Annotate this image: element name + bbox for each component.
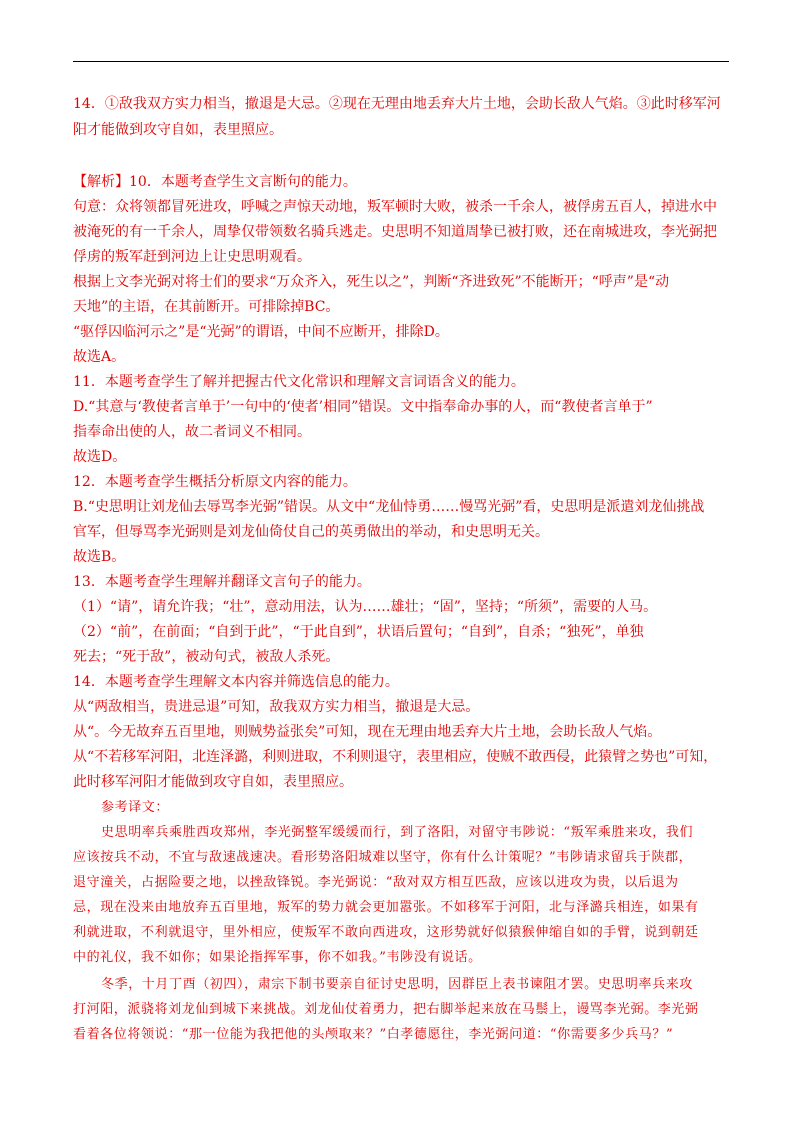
q13-part-1: （1）“请”，请允许我；“壮”，意动用法，认为……雄壮；“固”，坚持；“所须”，需要的人马。 — [73, 599, 658, 615]
q12-intro: 12．本题考查学生概括分析原文内容的能力。 — [73, 474, 357, 490]
q11-choice: 故选D。 — [73, 449, 127, 465]
q10-reason-line-1: 根据上文李光弼对将士们的要求“万众齐入，死生以之”，判断“齐进致死”不能断开；“呼声”是“动 — [73, 274, 670, 290]
q13-part-2-line-2: 死去；“死于敌”，被动句式，被敌人杀死。 — [73, 649, 340, 665]
translation-para2-line-2: 打河阳，派骁将刘龙仙到城下来挑战。刘龙仙仗着勇力，把右脚举起来放在马鬃上，谩骂李光弼。李光弼 — [73, 1002, 699, 1017]
q10-reason-2: “驱俘囚临河示之”是“光弼”的谓语，中间不应断开，排除D。 — [73, 324, 449, 340]
translation-para1-line-3: 退守潼关，占据险要之地，以挫敌锋锐。李光弼说：“敌对双方相互匹敌，应该以进攻为贵，以后退为 — [73, 875, 679, 890]
q10-choice: 故选A。 — [73, 349, 126, 365]
translation-para1-line-5: 利就进取，不利就退守，里外相应，使叛军不敢向西进攻，这形势就好似猿猴伸缩自如的手臂，说到朝廷 — [73, 925, 699, 940]
q11-body-line-2: 指奉命出使的人，故二者词义不相同。 — [73, 424, 311, 440]
q12-body-line-1: B.“史思明让刘龙仙去辱骂李光弼”错误。从文中“龙仙恃勇……慢骂光弼”看，史思明是派遣刘龙仙挑战 — [73, 499, 705, 515]
translation-para2-line-1: 冬季，十月丁酉（初四），肃宗下制书要亲自征讨史思明，因群臣上表书谏阻才罢。史思明率兵来攻 — [101, 977, 693, 992]
q11-body-line-1: D.“其意与‘教使者言单于’一句中的‘使者’相同”错误。文中指奉命办事的人，而“教使者言单于” — [73, 399, 653, 415]
answer-14-line-1: 14．①敌我双方实力相当，撤退是大忌。②现在无理由地丢弃大片土地，会助长敌人气焰。③此时移军河 — [73, 96, 721, 112]
q14-body-line-3: 从“不若移军河阳，北连泽潞，利则进取，不利则退守，表里相应，使贼不敢西侵，此猿臂之势也”可知， — [73, 749, 718, 765]
q14-body-line-2: 从“。今无故弃五百里地，则贼势益张矣”可知，现在无理由地丢弃大片土地，会助长敌人气焰。 — [73, 724, 662, 740]
q13-intro: 13．本题考查学生理解并翻译文言句子的能力。 — [73, 574, 371, 590]
q10-meaning-line-2: 被淹死的有一千余人，周挚仅带领数名骑兵逃走。史思明不知道周挚已被打败，还在南城进攻，李光弼把 — [73, 224, 717, 240]
q14-body-line-1: 从“两敌相当，贵进忌退”可知，敌我双方实力相当，撤退是大忌。 — [73, 699, 480, 715]
translation-para1-line-1: 史思明率兵乘胜西攻郑州，李光弼整军缓缓而行，到了洛阳，对留守韦陟说：“叛军乘胜来攻，我们 — [101, 825, 694, 840]
translation-para1-line-2: 应该按兵不动，不宜与敌速战速决。看形势洛阳城难以坚守，你有什么计策呢？”韦陟请求留兵于陕郡， — [73, 850, 693, 865]
q10-intro-text: 10．本题考查学生文言断句的能力。 — [129, 174, 357, 190]
q12-choice: 故选B。 — [73, 549, 126, 565]
q12-body-line-2: 官军，但辱骂李光弼则是刘龙仙倚仗自己的英勇做出的举动，和史思明无关。 — [73, 524, 549, 540]
q14-body-line-4: 此时移军河阳才能做到攻守自如，表里照应。 — [73, 774, 353, 790]
translation-heading: 参考译文： — [101, 800, 170, 815]
q10-meaning-line-1: 句意：众将领都冒死进攻，呼喊之声惊天动地，叛军顿时大败，被杀一千余人，被俘虏五百人，掉进水中 — [73, 199, 717, 215]
q10-meaning-line-3: 俘虏的叛军赶到河边上让史思明观看。 — [73, 249, 311, 265]
analysis-q10-intro — [73, 172, 357, 192]
q14-intro: 14．本题考查学生理解文本内容并筛选信息的能力。 — [73, 674, 399, 690]
translation-para1-line-4: 忌，现在没来由地放弃五百里地，叛军的势力就会更加嚣张。不如移军于河阳，北与泽潞兵相连，如果有 — [73, 900, 699, 915]
answer-14-line-2: 阳才能做到攻守自如，表里照应。 — [73, 122, 283, 138]
q11-intro: 11．本题考查学生了解并把握古代文化常识和理解文言词语含义的能力。 — [73, 374, 525, 390]
translation-para2-line-3: 看着各位将领说：“那一位能为我把他的头颅取来？”白孝德愿往，李光弼问道：“你需要多少兵马？” — [73, 1027, 674, 1042]
translation-para1-line-6: 中的礼仪，我不如你；如果论指挥军事，你不如我。”韦陟没有说话。 — [73, 950, 482, 965]
analysis-title-mark: 【解析】 — [73, 174, 129, 190]
header-rule — [73, 61, 729, 62]
q13-part-2-line-1: （2）“前”，在前面；“自到于此”，“于此自到”，状语后置句；“自到”，自杀；“独死”，单独 — [73, 624, 644, 640]
q10-reason-line-2: 天地”的主语，在其前断开。可排除掉BC。 — [73, 299, 340, 315]
